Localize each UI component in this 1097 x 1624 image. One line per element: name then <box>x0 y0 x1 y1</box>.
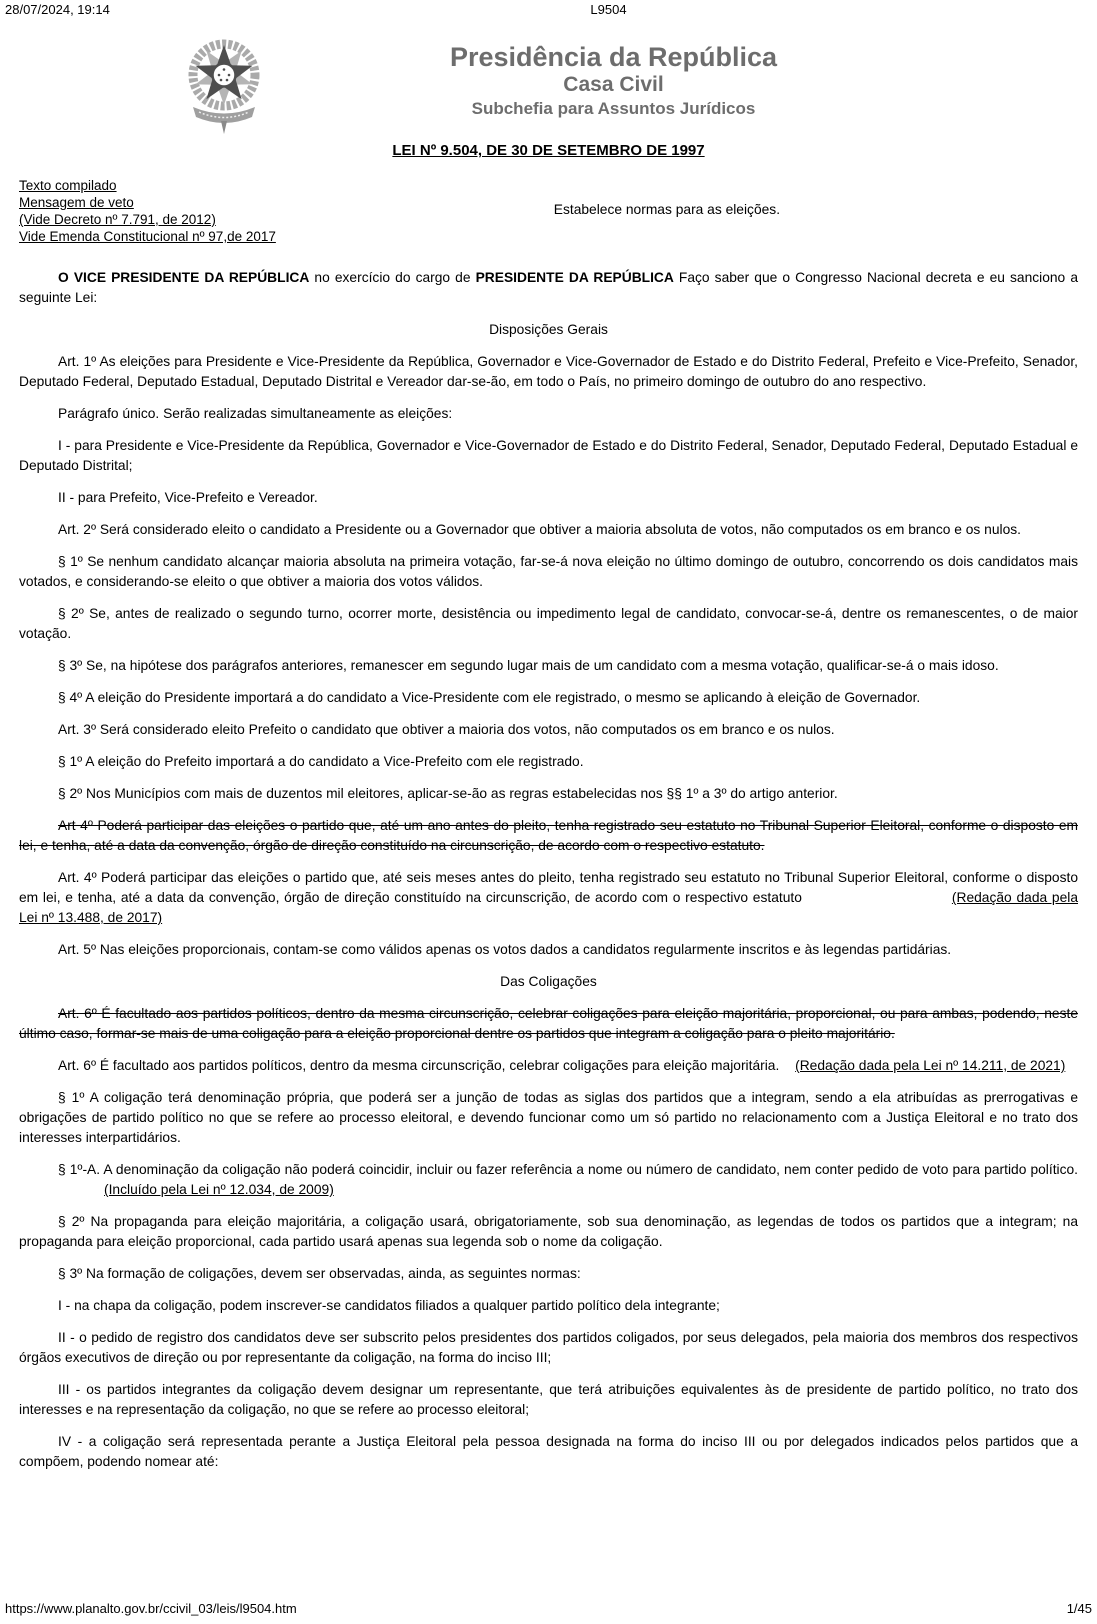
art-1 <box>19 352 1078 392</box>
law-text-run: Disposições Gerais <box>489 322 608 337</box>
masthead-org-title: Presidência da República <box>449 42 778 72</box>
law-text-run: no exercício do cargo de <box>309 270 476 285</box>
art-6-p3-inciso-iv <box>19 1432 1078 1472</box>
art-4-revogado <box>19 816 1078 856</box>
art-2-p3 <box>19 656 1078 676</box>
law-text-run: Art. 1º As eleições para Presidente e Vice-Presidente da República, Governador e Vice-Governador de Estado e do Distrito Federal, Prefeito e Vice-Prefeito, Senador, Deputado Federal, Deputado Estadual, Deputado Distrital e Vereador dar-se-ão, em todo o País, no primeiro domingo de outubro do ano respectivo. <box>19 354 1078 389</box>
art-6-p3-inciso-ii <box>19 1328 1078 1368</box>
art-3 <box>19 720 1078 740</box>
art-2-p4 <box>19 688 1078 708</box>
art-3-p1 <box>19 752 1078 772</box>
law-reference-link[interactable]: (Redação dada pela Lei nº 14.211, de 2021) <box>795 1058 1066 1073</box>
law-text-run: Art. 6º É facultado aos partidos políticos, dentro da mesma circunscrição, celebrar coligações para eleição majoritária. <box>58 1058 784 1073</box>
law-text-run: I - para Presidente e Vice-Presidente da República, Governador e Vice-Governador de Estado e do Distrito Federal, Senador, Deputado Federal, Deputado Estadual e Deputado Distrital; <box>19 438 1078 473</box>
masthead-dept-title: Casa Civil <box>563 73 664 96</box>
law-text-run: § 3º Se, na hipótese dos parágrafos anteriores, remanescer em segundo lugar mais de um candidato com a mesma votação, qualificar-se-á o mais idoso. <box>58 658 999 673</box>
law-title: LEI Nº 9.504, DE 30 DE SETEMBRO DE 1997 <box>392 142 705 159</box>
section-disposicoes-gerais <box>19 320 1078 340</box>
law-text-run: § 1º A coligação terá denominação própria, que poderá ser a junção de todas as siglas dos partidos que a integram, sendo a ela atribuídas as prerrogativas e obrigações de partido político no que se refere ao processo eleitoral, e devendo funcionar como um só partido no relacionamento com a Justiça Eleitoral e no trato dos interesses interpartidários. <box>19 1090 1078 1145</box>
justify-spacer <box>19 1193 104 1194</box>
art-3-p2 <box>19 784 1078 804</box>
law-reference-link[interactable]: (Redação dada pela Lei nº 13.488, de 2017) <box>19 890 1078 925</box>
law-text-run: Faço saber que o Congresso Nacional decreta e eu sanciono a seguinte Lei: <box>19 270 1078 305</box>
masthead-subdept-title: Subchefia para Assuntos Jurídicos <box>471 99 756 118</box>
law-text-run: II - para Prefeito, Vice-Prefeito e Vereador. <box>58 490 318 505</box>
law-text-run: PRESIDENTE DA REPÚBLICA <box>475 270 674 285</box>
brazil-coat-of-arms-icon <box>185 33 263 135</box>
preamble-link[interactable]: Mensagem de veto <box>19 195 134 210</box>
print-header <box>5 2 1092 20</box>
art-4 <box>19 868 1078 928</box>
art-2 <box>19 520 1078 540</box>
print-page-number: 1/45 <box>1066 1601 1092 1616</box>
law-text-run: Art. 6º É facultado aos partidos políticos, dentro da mesma circunscrição, celebrar coligações para eleição majoritária, proporcional, ou para ambas, podendo, neste último caso, formar-se mais de uma coligação para a eleição proporcional dentre os partidos que integram a coligação para o pleito majoritário. <box>19 1006 1078 1041</box>
art-2-p2 <box>19 604 1078 644</box>
art-6-revogado <box>19 1004 1078 1044</box>
art-6-p3-inciso-i <box>19 1296 1078 1316</box>
print-doc-code: L9504 <box>590 2 627 17</box>
justify-spacer <box>802 901 952 902</box>
preamble-link[interactable]: (Vide Decreto nº 7.791, de 2012) <box>19 212 216 227</box>
law-text-run: § 2º Nos Municípios com mais de duzentos mil eleitores, aplicar-se-ão as regras estabelecidas nos §§ 1º a 3º do artigo anterior. <box>58 786 838 801</box>
law-text-run: O VICE PRESIDENTE DA REPÚBLICA <box>58 270 310 285</box>
art-6-p1 <box>19 1088 1078 1148</box>
preamble-links <box>19 177 1078 245</box>
law-text-run: Art. 5º Nas eleições proporcionais, contam-se como válidos apenas os votos dados a candidatos regularmente inscritos e às legendas partidárias. <box>58 942 952 957</box>
art-6 <box>19 1056 1078 1076</box>
preamble-zone <box>19 177 1078 255</box>
law-body <box>19 256 1078 1472</box>
preamble-link[interactable]: Texto compilado <box>19 178 117 193</box>
art-1-paragrafo-unico <box>19 404 1078 424</box>
law-text-run: § 1º Se nenhum candidato alcançar maioria absoluta na primeira votação, far-se-á nova eleição no último domingo de outubro, concorrendo os dois candidatos mais votados, e considerando-se eleito o que obtiver a maioria dos votos válidos. <box>19 554 1078 589</box>
art-2-p1 <box>19 552 1078 592</box>
art-6-p1a <box>19 1160 1078 1200</box>
art-5 <box>19 940 1078 960</box>
art-6-p3-inciso-iii <box>19 1380 1078 1420</box>
law-text-run: I - na chapa da coligação, podem inscrever-se candidatos filiados a qualquer partido político dela integrante; <box>58 1298 720 1313</box>
law-text-run: § 1º A eleição do Prefeito importará a do candidato a Vice-Prefeito com ele registrado. <box>58 754 584 769</box>
law-text-run: § 2º Na propaganda para eleição majoritária, a coligação usará, obrigatoriamente, sob sua denominação, as legendas de todos os partidos que a integram; na propaganda para eleição proporcional, cada partido usará apenas sua legenda sob o nome da coligação. <box>19 1214 1078 1249</box>
law-text-run: II - o pedido de registro dos candidatos deve ser subscrito pelos presidentes dos partidos coligados, por seus delegados, pela maioria dos membros dos respectivos órgãos executivos de direção ou por representante da coligação, na forma do inciso III; <box>19 1330 1078 1365</box>
law-text-run: Das Coligações <box>500 974 597 989</box>
art-6-p3 <box>19 1264 1078 1284</box>
law-text-run: III - os partidos integrantes da coligação devem designar um representante, que terá atribuições equivalentes às de presidente de partido político, no trato dos interesses e na representação da coligação, no que se refere ao processo eleitoral; <box>19 1382 1078 1417</box>
law-text-run: Art. 3º Será considerado eleito Prefeito o candidato que obtiver a maioria dos votos, não computados os em branco e os nulos. <box>58 722 835 737</box>
art-6-p2 <box>19 1212 1078 1252</box>
art-1-inciso-i <box>19 436 1078 476</box>
law-text-run: § 1º-A. A denominação da coligação não poderá coincidir, incluir ou fazer referência a nome ou número de candidato, nem conter pedido de voto para partido político. <box>58 1162 1078 1177</box>
law-text-run: Parágrafo único. Serão realizadas simultaneamente as eleições: <box>58 406 453 421</box>
masthead <box>0 33 1097 143</box>
justify-spacer <box>783 1069 795 1070</box>
law-text-run: § 4º A eleição do Presidente importará a do candidato a Vice-Presidente com ele registrado, o mesmo se aplicando à eleição de Governador. <box>58 690 921 705</box>
law-text-run: Art. 2º Será considerado eleito o candidato a Presidente ou a Governador que obtiver a maioria absoluta de votos, não computados os em branco e os nulos. <box>58 522 1021 537</box>
preamble-link[interactable]: Vide Emenda Constitucional nº 97,de 2017 <box>19 229 276 244</box>
law-text-run: § 3º Na formação de coligações, devem ser observadas, ainda, as seguintes normas: <box>58 1266 581 1281</box>
section-das-coligacoes <box>19 972 1078 992</box>
masthead-text <box>150 33 1077 119</box>
law-text-run: Art. 4º Poderá participar das eleições o partido que, até seis meses antes do pleito, tenha registrado seu estatuto no Tribunal Superior Eleitoral, conforme o disposto em lei, e tenha, até a data da convenção, órgão de direção constituído na circunscrição, de acordo com o respectivo estatuto <box>19 870 1078 905</box>
law-ementa: Estabelece normas para as eleições. <box>553 202 781 217</box>
preamble-paragraph <box>19 268 1078 308</box>
law-text-run: Art 4º Poderá participar das eleições o partido que, até um ano antes do pleito, tenha registrado seu estatuto no Tribunal Superior Eleitoral, conforme o disposto em lei, e tenha, até a data da convenção, órgão de direção constituído na circunscrição, de acordo com o respectivo estatuto. <box>19 818 1078 853</box>
print-source-url: https://www.planalto.gov.br/ccivil_03/leis/l9504.htm <box>5 1601 297 1616</box>
art-1-inciso-ii <box>19 488 1078 508</box>
law-reference-link[interactable]: (Incluído pela Lei nº 12.034, de 2009) <box>104 1182 334 1197</box>
print-datetime: 28/07/2024, 19:14 <box>5 2 110 17</box>
law-text-run: § 2º Se, antes de realizado o segundo turno, ocorrer morte, desistência ou impedimento legal de candidato, convocar-se-á, dentre os remanescentes, o de maior votação. <box>19 606 1078 641</box>
law-text-run: IV - a coligação será representada perante a Justiça Eleitoral pela pessoa designada na forma do inciso III ou por delegados indicados pelos partidos que a compõem, podendo nomear até: <box>19 1434 1078 1469</box>
